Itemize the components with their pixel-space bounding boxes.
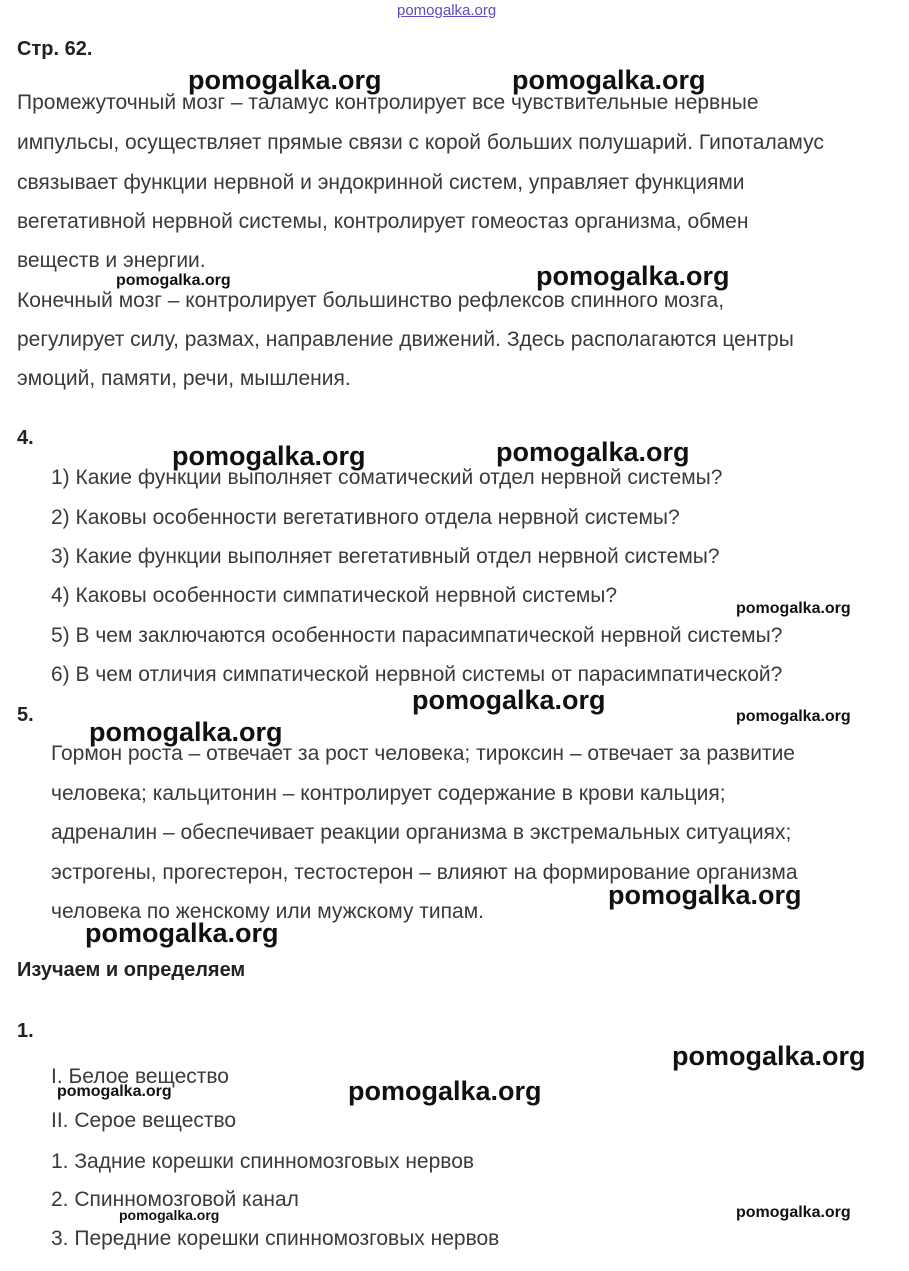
section-5-line: человека; кальцитонин – контролирует содержание в крови кальция;	[51, 782, 726, 805]
study-list-item: I. Белое вещество	[51, 1065, 229, 1088]
paragraph-1-line: вегетативной нервной системы, контролирует гомеостаз организма, обмен	[17, 210, 749, 233]
watermark: pomogalka.org	[736, 1204, 851, 1221]
question-item: 5) В чем заключаются особенности парасимпатической нервной системы?	[51, 624, 783, 647]
section-4-number: 4.	[17, 427, 34, 449]
section-5-line: Гормон роста – отвечает за рост человека; тироксин – отвечает за развитие	[51, 742, 795, 765]
watermark: pomogalka.org	[172, 441, 366, 471]
watermark: pomogalka.org	[736, 708, 851, 725]
section-5-number: 5.	[17, 704, 34, 726]
section-5-line: человека по женскому или мужскому типам.	[51, 900, 484, 923]
study-list-item: II. Серое вещество	[51, 1109, 237, 1132]
watermark: pomogalka.org	[512, 65, 706, 95]
study-heading: Изучаем и определяем	[17, 959, 246, 981]
paragraph-2-line: регулирует силу, размах, направление движений. Здесь располагаются центры	[17, 328, 794, 351]
paragraph-1-line: Промежуточный мозг – таламус контролирует все чувствительные нервные	[17, 91, 759, 114]
paragraph-2-line: Конечный мозг – контролирует большинство рефлексов спинного мозга,	[17, 289, 725, 312]
study-list-item: 3. Передние корешки спинномозговых нервов	[51, 1227, 500, 1250]
watermark: pomogalka.org	[57, 1083, 172, 1100]
section-5-line: адреналин – обеспечивает реакции организма в экстремальных ситуациях;	[51, 821, 792, 844]
question-item: 1) Какие функции выполняет соматический отдел нервной системы?	[51, 466, 723, 489]
study-list-item: 1. Задние корешки спинномозговых нервов	[51, 1150, 475, 1173]
question-item: 4) Каковы особенности симпатической нервной системы?	[51, 584, 618, 607]
study-list-item: 2. Спинномозговой канал	[51, 1188, 299, 1211]
watermark: pomogalka.org	[348, 1076, 542, 1106]
watermark: pomogalka.org	[89, 717, 283, 747]
section-5-line: эстрогены, прогестерон, тестостерон – влияют на формирование организма	[51, 861, 798, 884]
question-item: 6) В чем отличия симпатической нервной системы от парасимпатической?	[51, 663, 783, 686]
watermark: pomogalka.org	[608, 880, 802, 910]
watermark: pomogalka.org	[188, 65, 382, 95]
paragraph-1-line: веществ и энергии.	[17, 249, 206, 272]
watermark: pomogalka.org	[119, 1207, 220, 1223]
watermark: pomogalka.org	[116, 272, 231, 289]
question-item: 2) Каковы особенности вегетативного отдела нервной системы?	[51, 506, 680, 529]
watermark: pomogalka.org	[672, 1041, 866, 1071]
watermark: pomogalka.org	[412, 685, 606, 715]
watermark: pomogalka.org	[536, 261, 730, 291]
watermark: pomogalka.org	[85, 918, 279, 948]
study-1-number: 1.	[17, 1020, 34, 1042]
paragraph-1-line: связывает функции нервной и эндокринной систем, управляет функциями	[17, 171, 745, 194]
watermark: pomogalka.org	[496, 437, 690, 467]
watermark: pomogalka.org	[736, 600, 851, 617]
page-label: Стр. 62.	[17, 38, 93, 60]
header-watermark-link[interactable]: pomogalka.org	[397, 2, 497, 19]
question-item: 3) Какие функции выполняет вегетативный отдел нервной системы?	[51, 545, 720, 568]
paragraph-1-line: импульсы, осуществляет прямые связи с корой больших полушарий. Гипоталамус	[17, 131, 824, 154]
paragraph-2-line: эмоций, памяти, речи, мышления.	[17, 367, 351, 390]
